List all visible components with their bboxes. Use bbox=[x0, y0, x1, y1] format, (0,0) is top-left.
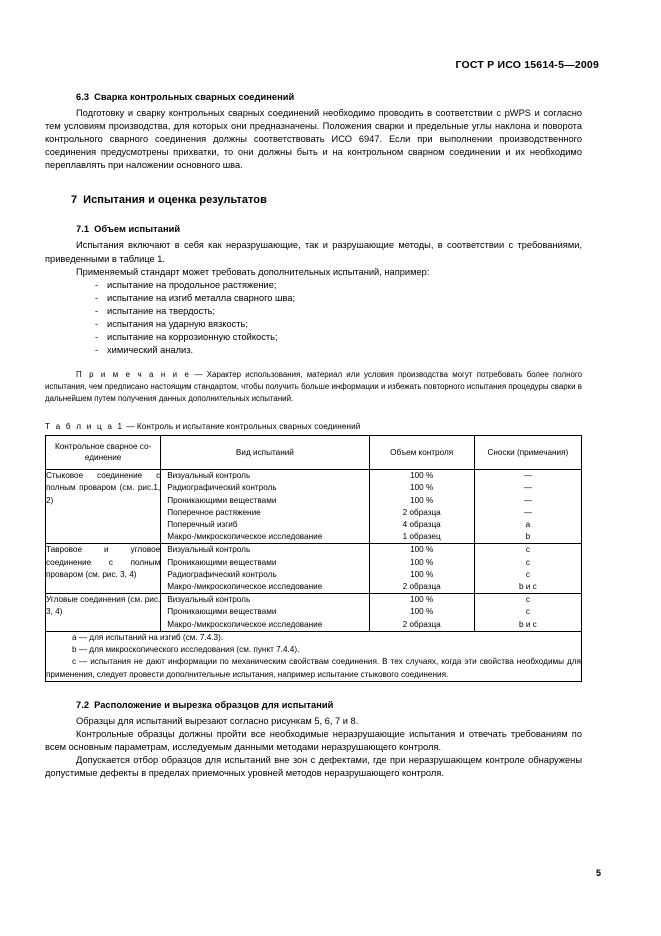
list-item bbox=[45, 331, 582, 344]
cell-line: b и c bbox=[518, 581, 537, 591]
cell-line: Проникающими веществами bbox=[167, 557, 277, 567]
cell-line: c bbox=[525, 557, 530, 567]
cell-line: — bbox=[523, 471, 532, 481]
clause-title-7-1: Объем испытаний bbox=[94, 224, 181, 235]
cell-line: Радиографический контроль bbox=[167, 483, 277, 493]
cell-line: 100 % bbox=[410, 471, 434, 481]
clause-6-3-paragraph: Подготовку и сварку контрольных сварных соединений необходимо проводить в соответствии с pWPS и согласно тем условиям производства, для которых они предназначены. Положения сварки и предельные углы наклона и поворота контрольного сварного соединения должны соответствовать ИСО 6947. Если при выполнении производственного соединения предусмотрены прихватки, то они должны быть и на контрольном сварном соединении и их необходимо переплавлять при наложении основного шва. bbox=[45, 108, 582, 171]
cell-line: 2 образца bbox=[402, 619, 441, 629]
cell-line: c bbox=[525, 545, 530, 555]
cell-line: Визуальный контроль bbox=[167, 545, 251, 555]
clause-7-1-note bbox=[45, 369, 582, 404]
cell-line: 100 % bbox=[410, 557, 434, 567]
table-row bbox=[46, 470, 582, 544]
section-heading-7 bbox=[45, 194, 582, 206]
column-header-joint-line2: единение bbox=[84, 453, 122, 463]
clause-heading-7-1 bbox=[45, 224, 582, 234]
table-header bbox=[46, 436, 582, 470]
list-item-label: испытание на продольное растяжение; bbox=[107, 279, 277, 290]
clause-7-2-paragraph-1: Образцы для испытаний вырезают согласно рисункам 5, 6, 7 и 8. bbox=[76, 715, 359, 726]
cell-tests bbox=[161, 594, 369, 632]
cell-tests bbox=[161, 470, 369, 544]
cell-line: Визуальный контроль bbox=[167, 471, 251, 481]
table-body bbox=[46, 470, 582, 682]
list-item-label: испытание на коррозионную стойкость; bbox=[107, 332, 278, 343]
cell-volume bbox=[369, 544, 474, 594]
table-caption-text: — Контроль и испытание контрольных сварных соединений bbox=[126, 422, 361, 432]
cell-line: Поперечное растяжение bbox=[167, 507, 261, 517]
clause-7-1-paragraph-2: Применяемый стандарт может требовать дополнительных испытаний, например: bbox=[76, 266, 430, 277]
cell-notes bbox=[474, 594, 581, 632]
cell-line: Макро-/микроскопическое исследование bbox=[167, 581, 323, 591]
cell-joint: Тавровое и угловое соединение с полным проваром (см. рис. 3, 4) bbox=[46, 544, 161, 594]
cell-notes bbox=[474, 544, 581, 594]
additional-tests-list bbox=[45, 279, 582, 358]
list-item bbox=[45, 292, 582, 305]
clause-number-7-2: 7.2 bbox=[76, 699, 90, 710]
clause-title-6-3: Сварка контрольных сварных соединений bbox=[94, 92, 295, 102]
cell-notes bbox=[474, 470, 581, 544]
cell-line: a bbox=[525, 519, 531, 529]
cell-line: Макро-/микроскопическое исследование bbox=[167, 619, 323, 629]
clause-number-6-3: 6.3 bbox=[76, 92, 90, 102]
cell-line: Радиографический контроль bbox=[167, 569, 277, 579]
cell-line: — bbox=[523, 483, 532, 493]
cell-line: c bbox=[525, 569, 530, 579]
table-header-row bbox=[46, 436, 582, 470]
cell-line: — bbox=[523, 507, 532, 517]
cell-line: 100 % bbox=[410, 569, 434, 579]
clause-7-1-paragraph-1: Испытания включают в себя как неразрушающие, так и разрушающие методы, в соответствии с требованиями, приведенными в таблице 1. bbox=[45, 240, 582, 264]
section-number-7: 7 bbox=[71, 194, 78, 207]
cell-line: c bbox=[525, 595, 530, 605]
footnote-c: c — испытания не дают информации по механическим свойствам соединения. В тех случаях, когда эти свойства необходимы для применения, следует провести дополнительные испытания, например испытание стыкового соединения. bbox=[46, 657, 581, 679]
page-number: 5 bbox=[595, 868, 601, 878]
column-header-volume: Объем контроля bbox=[369, 436, 474, 470]
clause-title-7-2: Расположение и вырезка образцов для испытаний bbox=[94, 699, 334, 710]
clause-number-7-1: 7.1 bbox=[76, 224, 90, 235]
clause-7-2-paragraph-2: Контрольные образцы должны пройти все необходимые неразрушающие испытания и отвечать требованиям по всем основным параметрам, исследуемым данными методами неразрушающего контроля. bbox=[45, 729, 582, 753]
cell-volume bbox=[369, 594, 474, 632]
list-item bbox=[45, 305, 582, 318]
footnote-b: b — для микроскопического исследования (см. пункт 7.4.4). bbox=[72, 645, 300, 655]
list-item-label: испытания на ударную вязкость; bbox=[107, 319, 248, 330]
list-item bbox=[45, 279, 582, 292]
table-row bbox=[46, 594, 582, 632]
dash-marker: - bbox=[95, 292, 99, 303]
cell-line: 100 % bbox=[410, 595, 434, 605]
list-item bbox=[45, 318, 582, 331]
cell-joint: Угловые соединения (см. рис. 3, 4) bbox=[46, 594, 161, 632]
cell-line: Макро-/микроскопическое исследование bbox=[167, 532, 323, 542]
page-content bbox=[45, 92, 582, 780]
clause-7-2-paragraph-3: Допускается отбор образцов для испытаний вне зон с дефектами, где при неразрушающем контроле обнаружены допустимые дефекты в пределах приемочных уровней методов неразрушающего контроля. bbox=[45, 755, 582, 779]
cell-volume bbox=[369, 470, 474, 544]
cell-line: b bbox=[525, 532, 531, 542]
dash-marker: - bbox=[95, 279, 99, 290]
cell-line: Проникающими веществами bbox=[167, 495, 277, 505]
list-item bbox=[45, 344, 582, 357]
cell-line: Проникающими веществами bbox=[167, 607, 277, 617]
column-header-notes: Сноски (примечания) bbox=[474, 436, 581, 470]
cell-line: 100 % bbox=[410, 607, 434, 617]
dash-marker: - bbox=[95, 319, 99, 330]
cell-line: 2 образца bbox=[402, 581, 441, 591]
table-footnotes-row bbox=[46, 631, 582, 681]
column-header-tests: Вид испытаний bbox=[161, 436, 369, 470]
table-row bbox=[46, 544, 582, 594]
cell-line: c bbox=[525, 607, 530, 617]
cell-tests bbox=[161, 544, 369, 594]
running-header-standard-title: ГОСТ Р ИСО 15614-5—2009 bbox=[455, 59, 599, 71]
cell-line: 1 образец bbox=[402, 532, 441, 542]
column-header-joint-line1: Контрольное сварное со- bbox=[54, 442, 152, 452]
dash-marker: - bbox=[95, 345, 99, 356]
note-lead-label: П р и м е ч а н и е bbox=[76, 370, 191, 380]
cell-line: 4 образца bbox=[402, 519, 441, 529]
cell-line: b и c bbox=[518, 619, 537, 629]
table-1-caption bbox=[45, 422, 582, 431]
cell-line: 2 образца bbox=[402, 507, 441, 517]
list-item-label: химический анализ. bbox=[107, 345, 194, 356]
cell-line: 100 % bbox=[410, 545, 434, 555]
list-item-label: испытание на изгиб металла сварного шва; bbox=[107, 292, 296, 303]
note-text: — Характер использования, материал или условия производства могут потребовать более полного испытания, чем предписано настоящим стандартом, чтобы получить больше информации и избежать повторного испытания процедуры сварки в дальнейшем путем получения данных дополнительных испытаний. bbox=[45, 370, 582, 403]
cell-line: 100 % bbox=[410, 483, 434, 493]
table-caption-lead: Т а б л и ц а 1 bbox=[45, 422, 124, 432]
clause-heading-6-3 bbox=[45, 92, 582, 102]
cell-line: — bbox=[523, 495, 532, 505]
table-1-inspection-and-testing bbox=[45, 435, 582, 682]
cell-line: Поперечный изгиб bbox=[167, 519, 238, 529]
cell-line: Визуальный контроль bbox=[167, 595, 251, 605]
cell-joint: Стыковое соединение с полным проваром (см. рис.1, 2) bbox=[46, 470, 161, 544]
dash-marker: - bbox=[95, 305, 99, 316]
list-item-label: испытание на твердость; bbox=[107, 305, 215, 316]
clause-heading-7-2 bbox=[45, 700, 582, 710]
dash-marker: - bbox=[95, 332, 99, 343]
cell-line: 100 % bbox=[410, 495, 434, 505]
section-title-7: Испытания и оценка результатов bbox=[83, 194, 267, 207]
cell-footnotes bbox=[46, 631, 582, 681]
footnote-a: a — для испытаний на изгиб (см. 7.4.3). bbox=[72, 632, 224, 642]
column-header-joint bbox=[46, 436, 161, 470]
